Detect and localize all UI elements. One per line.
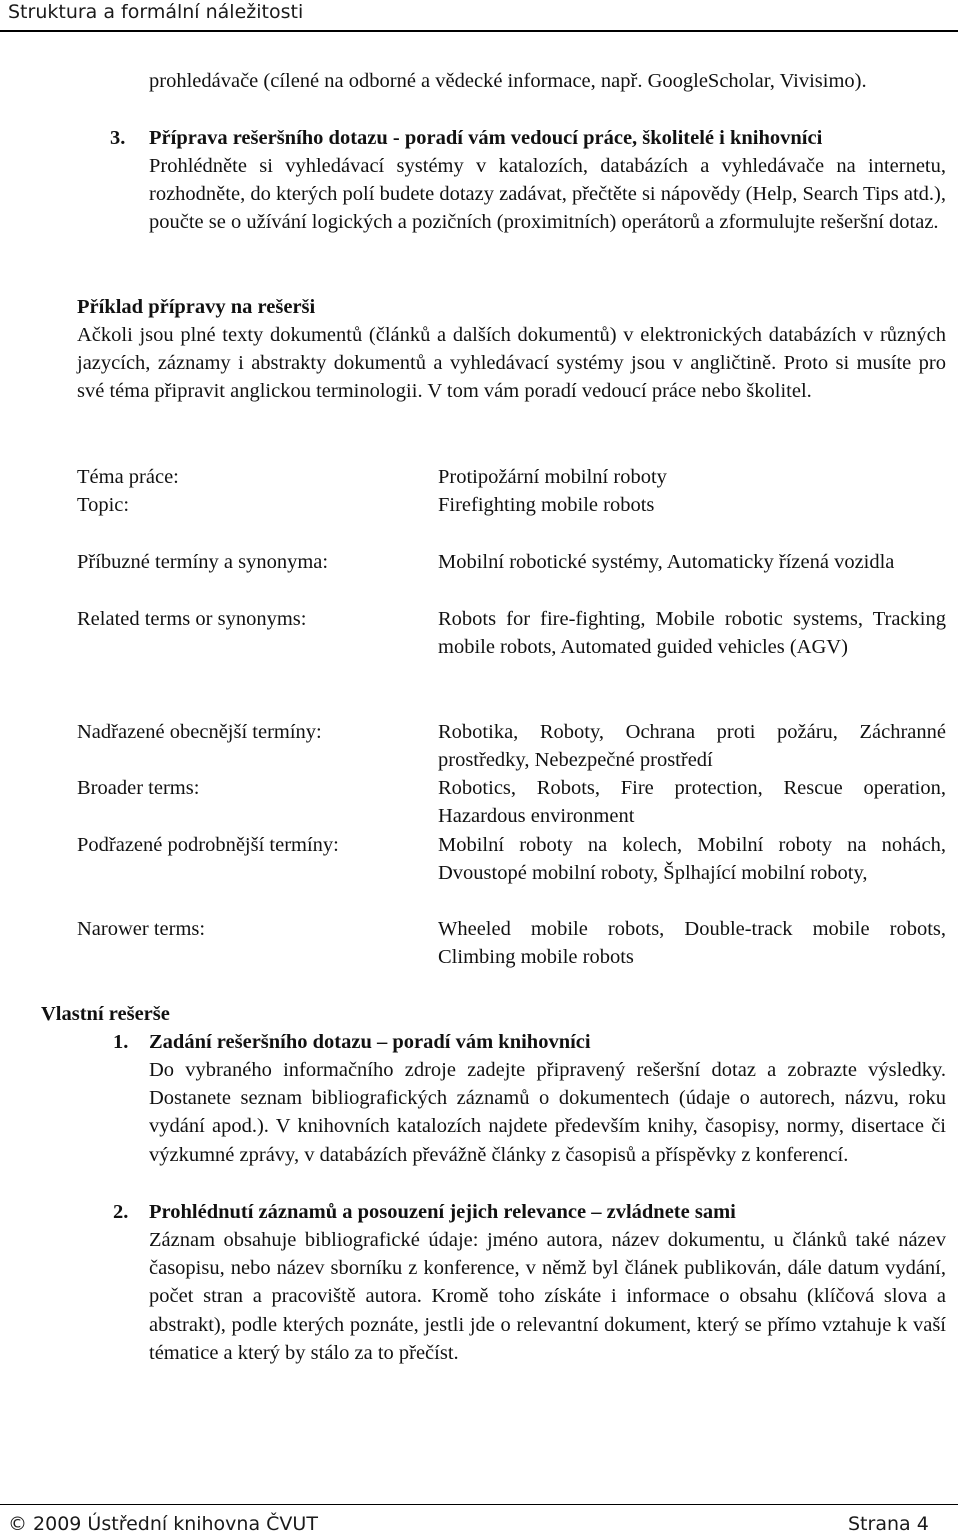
item-1-body: Do vybraného informačního zdroje zadejte připravený rešeršní dotaz a zobrazte výsledky. Dostanete seznam bibliografických záznamů o dokumentech (údaje o autorech, názvu, roku vydání apod.). V knihovních katalozích najdete především knihy, časopisy, normy, disertace či výzkumné zprávy, v databázích převážně články z časopisů a příspěvky z konferencí. xyxy=(149,1059,946,1166)
page-header-title: Struktura a formální náležitosti xyxy=(8,1,304,23)
list-number-1: 1. xyxy=(113,1031,129,1053)
term-label-topic: Topic: xyxy=(77,494,130,516)
term-value-narrower-cz: Mobilní roboty na kolech, Mobilní roboty na nohách, Dvoustopé mobilní roboty, Šplhající mobilní roboty, xyxy=(438,834,946,885)
term-label-tema: Téma práce: xyxy=(77,466,179,488)
term-label-narrower-cz: Podřazené podrobnější termíny: xyxy=(77,834,339,856)
term-label-broader-en: Broader terms: xyxy=(77,777,200,799)
term-value-broader-cz: Robotika, Roboty, Ochrana proti požáru, Záchranné prostředky, Nebezpečné prostředí xyxy=(438,721,946,772)
term-label-broader-cz: Nadřazené obecnější termíny: xyxy=(77,721,322,743)
term-label-narrower-en: Narower terms: xyxy=(77,918,206,940)
item-2-heading: Prohlédnutí záznamů a posouzení jejich relevance – zvládnete sami xyxy=(149,1201,736,1223)
item-3-body: Prohlédněte si vyhledávací systémy v katalozích, databázích a vyhledávače na internetu, rozhodněte, do kterých polí budete dotazy zadávat, přečtěte si nápovědy (Help, Search Tips atd.), poučte se o užívání logických a pozičních (proximitních) operátorů a zformulujte rešeršní dotaz. xyxy=(149,155,946,234)
example-body: Ačkoli jsou plné texty dokumentů (článků a dalších dokumentů) v elektronických databázích v různých jazycích, záznamy i abstrakty dokumentů a vyhledávací systémy jsou v angličtině. Proto si musíte pro své téma připravit anglickou terminologii. V tom vám poradí vedoucí práce nebo školitel. xyxy=(77,324,946,403)
item-3-heading: Příprava rešeršního dotazu - poradí vám vedoucí práce, školitelé i knihovníci xyxy=(149,127,823,149)
term-value-related-cz: Mobilní robotické systémy, Automaticky řízená vozidla xyxy=(438,551,895,573)
term-label-related-cz: Příbuzné termíny a synonyma: xyxy=(77,551,329,573)
term-value-related-en: Robots for fire-fighting, Mobile robotic systems, Tracking mobile robots, Automated guided vehicles (AGV) xyxy=(438,608,946,659)
list-number-3: 3. xyxy=(110,127,126,149)
term-value-broader-en: Robotics, Robots, Fire protection, Rescue operation, Hazardous environment xyxy=(438,777,946,828)
list-number-2: 2. xyxy=(113,1201,129,1223)
footer-copyright: © 2009 Ústřední knihovna ČVUT xyxy=(8,1513,318,1535)
list-continuation-text: prohledávače (cílené na odborné a vědecké informace, např. GoogleScholar, Vivisimo). xyxy=(149,70,867,92)
example-heading: Příklad přípravy na rešerši xyxy=(77,296,316,318)
term-value-tema: Protipožární mobilní roboty xyxy=(438,466,667,488)
item-2-body: Záznam obsahuje bibliografické údaje: jméno autora, název dokumentu, u článků také název časopisu, nebo název sborníku z konference, v němž byl článek publikován, dále datum vydání, počet stran a pracoviště autora. Kromě toho získáte i informace o obsahu (klíčová slova a abstrakt), podle kterých poznáte, jestli jde o relevantní dokument, který se přímo vztahuje k vaší tématice a který by stálo za to přečíst. xyxy=(149,1229,946,1364)
footer-page-number: Strana 4 xyxy=(848,1513,929,1535)
own-search-heading: Vlastní rešerše xyxy=(41,1003,170,1025)
item-1-heading: Zadání rešeršního dotazu – poradí vám knihovníci xyxy=(149,1031,591,1053)
term-value-narrower-en: Wheeled mobile robots, Double-track mobile robots, Climbing mobile robots xyxy=(438,918,946,969)
term-label-related-en: Related terms or synonyms: xyxy=(77,608,307,630)
footer-divider xyxy=(0,1504,958,1505)
term-value-topic: Firefighting mobile robots xyxy=(438,494,655,516)
header-divider xyxy=(0,30,958,32)
